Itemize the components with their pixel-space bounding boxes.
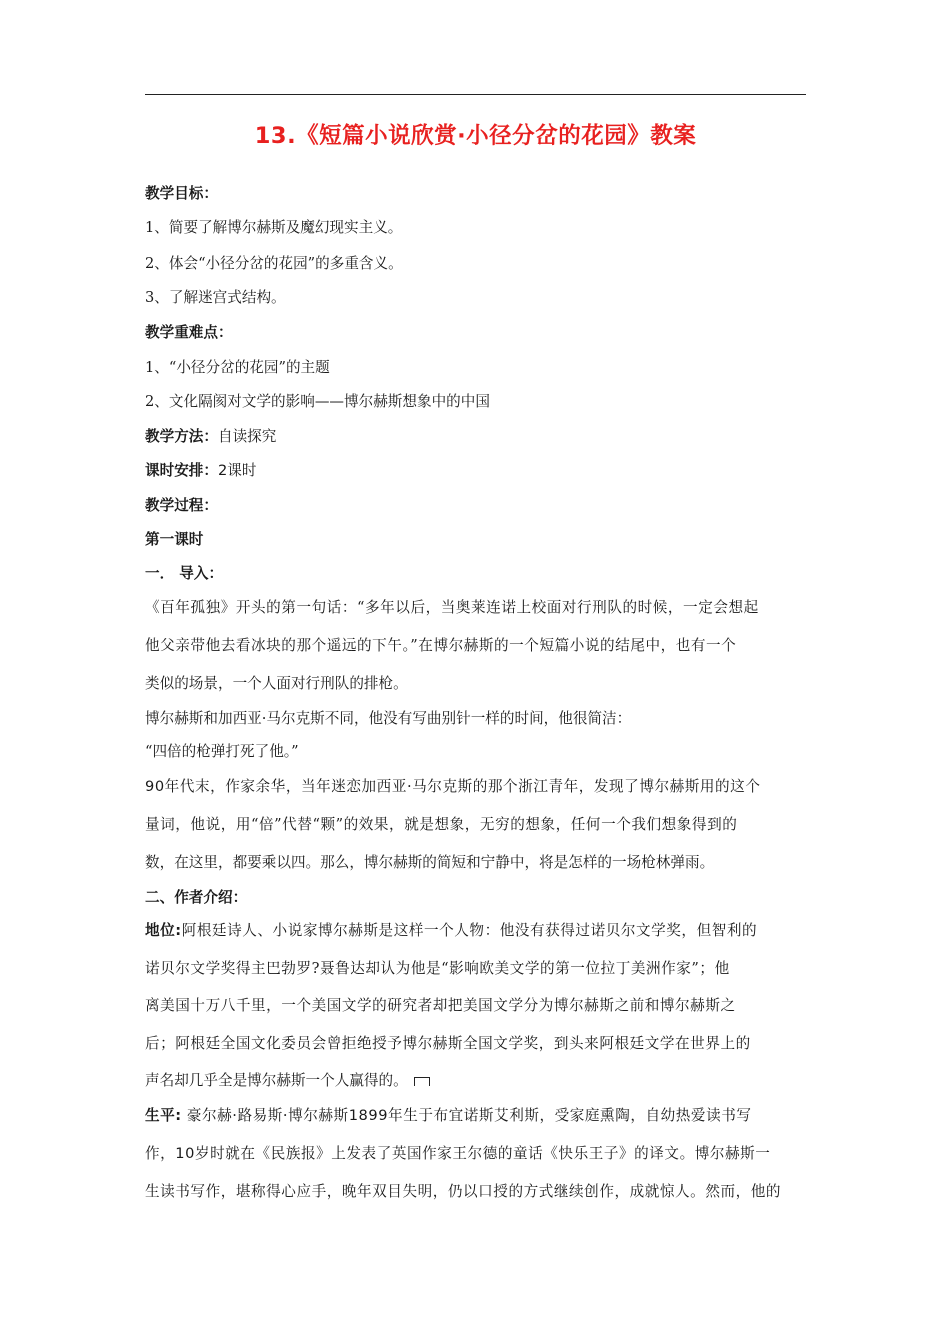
paragraph-line <box>145 1144 810 1164</box>
schedule-number: 2 <box>217 462 228 479</box>
header-rule <box>145 94 806 95</box>
paragraph-line: 《百年孤独》开头的第一句话：“多年以后，当奥莱连诺上校面对行刑队的时候，一定会想起 <box>145 599 759 616</box>
schedule-label: 课时安排： <box>145 462 218 479</box>
key-point-item: 2、文化隔阂对文学的影响——博尔赫斯想象中的中国 <box>145 393 490 410</box>
paragraph-text: 年生于布宜诺斯艾利斯，受家庭熏陶，自幼热爱读书写 <box>388 1107 752 1124</box>
objectives-heading: 教学目标： <box>145 185 218 202</box>
method-line <box>145 427 810 447</box>
status-label: 地位: <box>145 922 182 939</box>
paragraph-text: 作， <box>145 1145 176 1162</box>
edit-mark-icon <box>414 1077 430 1086</box>
lesson-one-heading: 第一课时 <box>145 531 204 548</box>
paragraph-line <box>145 1106 810 1126</box>
birth-year: 1899 <box>348 1107 389 1124</box>
objective-item: 2、体会“小径分岔的花园”的多重含义。 <box>145 255 403 272</box>
objective-item: 3、了解迷宫式结构。 <box>145 289 286 306</box>
schedule-line <box>145 461 810 481</box>
paragraph-line <box>145 777 810 797</box>
life-label: 生平: <box>145 1107 182 1124</box>
paragraph-line <box>145 921 810 941</box>
paragraph-line: 他父亲带他去看冰块的那个遥远的下午。”在博尔赫斯的一个短篇小说的结尾中，也有一个 <box>145 637 737 654</box>
age-number: 10 <box>175 1145 195 1162</box>
decade-number: 90 <box>145 778 165 795</box>
page-title: 13.《短篇小说欣赏·小径分岔的花园》教案 <box>254 123 697 149</box>
author-heading: 二、作者介绍： <box>145 889 248 906</box>
method-value: 自读探究 <box>217 428 277 445</box>
paragraph-line: 生读书写作，堪称得心应手，晚年双目失明，仍以口授的方式继续创作，成就惊人。然而，他的 <box>145 1183 782 1200</box>
paragraph-line: 诺贝尔文学奖得主巴勃罗?聂鲁达却认为他是“影响欧美文学的第一位拉丁美洲作家”；他 <box>145 960 730 977</box>
key-point-item: 1、“小径分岔的花园”的主题 <box>145 359 330 376</box>
paragraph-text: 声名却几乎全是博尔赫斯一个人赢得的。 <box>145 1072 408 1089</box>
paragraph-text: 阿根廷诗人、小说家博尔赫斯是这样一个人物：他没有获得过诺贝尔文学奖，但智利的 <box>181 922 758 939</box>
method-label: 教学方法： <box>145 428 218 445</box>
key-points-heading: 教学重难点： <box>145 324 233 341</box>
paragraph-text: 豪尔赫·路易斯·博尔赫斯 <box>181 1107 349 1124</box>
schedule-value: 课时 <box>227 462 257 479</box>
paragraph-line: 离美国十万八千里，一个美国文学的研究者却把美国文学分为博尔赫斯之前和博尔赫斯之 <box>145 997 736 1014</box>
paragraph-line <box>145 1071 810 1091</box>
intro-heading: 一． 导入： <box>145 565 224 582</box>
paragraph-text: 年代末，作家余华，当年迷恋加西亚·马尔克斯的那个浙江青年，发现了博尔赫斯用的这个 <box>164 778 761 795</box>
paragraph-line: 量词，他说，用“倍”代替“颗”的效果，就是想象，无穷的想象，任何一个我们想象得到的 <box>145 816 738 833</box>
quote-line: “四倍的枪弹打死了他。” <box>145 743 299 760</box>
objective-item: 1、简要了解博尔赫斯及魔幻现实主义。 <box>145 219 403 236</box>
paragraph-line: 类似的场景，一个人面对行刑队的排枪。 <box>145 675 408 692</box>
paragraph-line: 后；阿根廷全国文化委员会曾拒绝授予博尔赫斯全国文学奖，到头来阿根廷文学在世界上的 <box>145 1035 751 1052</box>
process-heading: 教学过程： <box>145 497 218 514</box>
paragraph-line: 数，在这里，都要乘以四。那么，博尔赫斯的简短和宁静中，将是怎样的一场枪林弹雨。 <box>145 854 715 871</box>
paragraph-line: 博尔赫斯和加西亚·马尔克斯不同，他没有写曲别针一样的时间，他很简洁： <box>145 710 632 727</box>
paragraph-text: 岁时就在《民族报》上发表了英国作家王尔德的童话《快乐王子》的译文。博尔赫斯一 <box>194 1145 771 1162</box>
